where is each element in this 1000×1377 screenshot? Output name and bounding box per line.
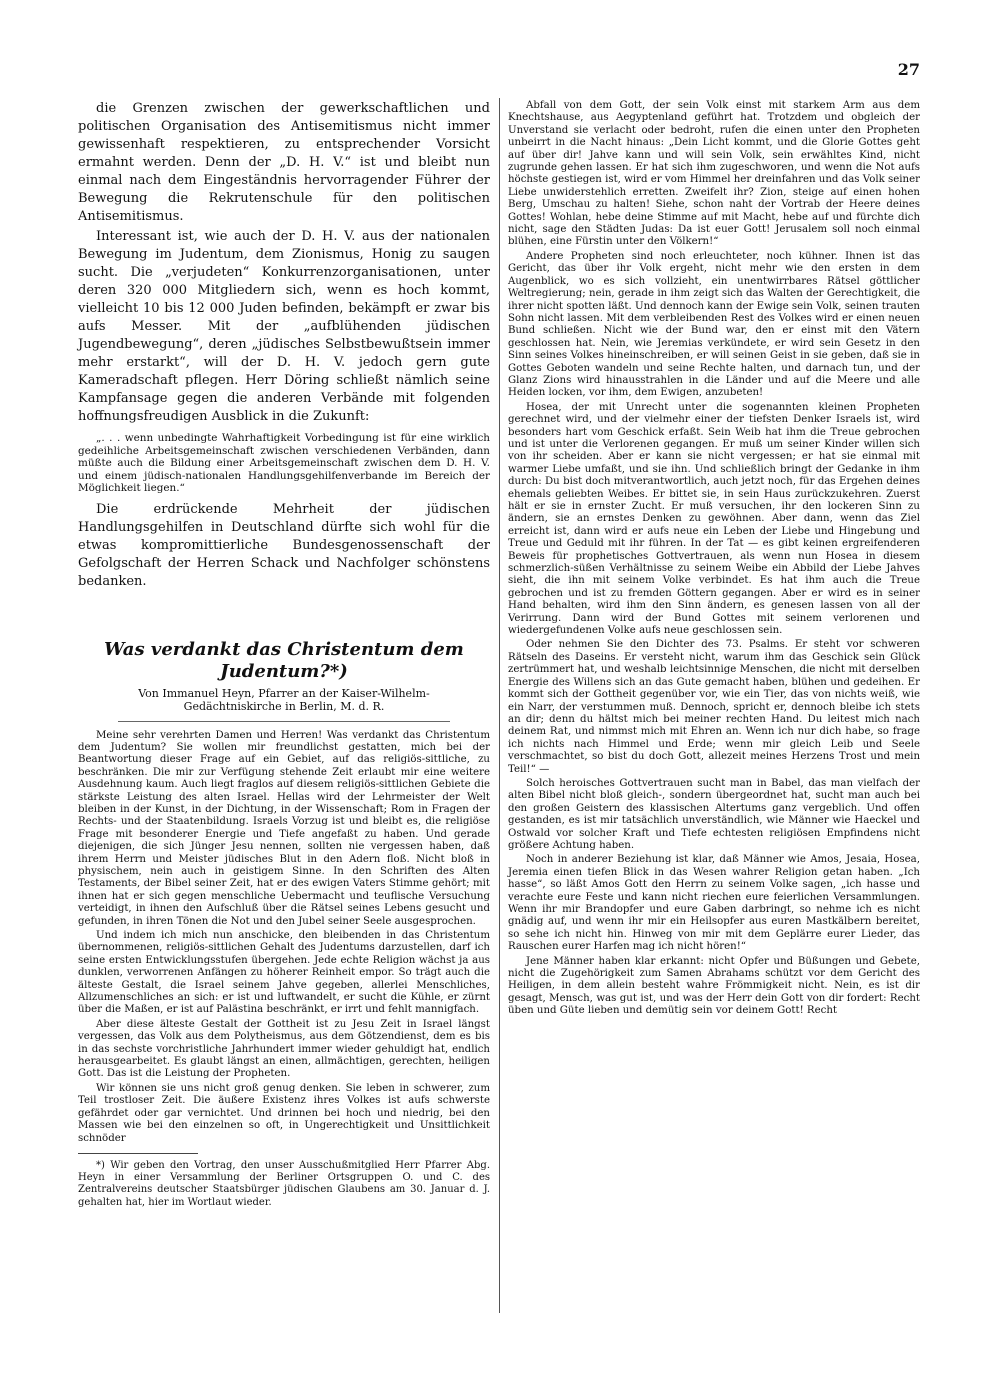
paragraph: Noch in anderer Beziehung ist klar, daß Männer wie Amos, Jesaia, Hosea, Jeremia einen tiefen Blick in das Wesen wahrer Religion getan haben. „Ich hasse“, so läßt Amos Gott den Herrn zu seinem Volke sagen, „ich hasse und verachte eure Feste und kann nicht riechen eure feierlichen Versammlungen. Wenn ihr mir Brandopfer und eure Gaben darbringt, so nehme ich es nicht gnädig auf, und wenn ihr mir ein Heilsopfer aus euren Mastkälbern bereitet, so sehe ich nicht hin. Hinweg von mir mit dem Geplärre eurer Lieder, das Rauschen eurer Harfen mag ich nicht hören!“ [508,854,920,953]
paragraph: Abfall von dem Gott, der sein Volk einst mit starkem Arm aus dem Knechtshause, aus Aegyptenland geführt hat. Trotzdem und obgleich der Unverstand sie verlacht oder bedroht, rufen die einen unter den Propheten unbeirrt in die Nacht hinaus: „Dein Licht kommt, und die Glorie Gottes geht auf über dir! Jahve kann und will sein Volk, sein erwähltes Kind, nicht zugrunde gehen lassen. Er hat sich ihm zugeschworen, und wenn die Not aufs höchste gestiegen ist, wird er vom Himmel her dreinfahren und das Volk seiner Liebe unwiderstehlich erretten. Zweifelt ihr? Zion, steige auf einen hohen Berg, Umschau zu halten! Siehe, schon naht der Vortrab der Heere deines Gottes! Wohlan, hebe deine Stimme auf mit Macht, hebe auf und fürchte dich nicht, sage den Städten Judas: Da ist euer Gott! Jerusalem soll noch einmal blühen, eine Fürstin unter den Völkern!“ [508,100,920,248]
paragraph: Jene Männer haben klar erkannt: nicht Opfer und Büßungen und Gebete, nicht die Zugehörigkeit zum Samen Abrahams schützt vor dem Gericht des Heiligen, in dem allein besteht wahre Frömmigkeit nicht. Nein, es ist dir gesagt, Mensch, was gut ist, und was der Herr dein Gott von dir fordert: Recht üben und Güte lieben und demütig sein vor deinem Gott! Recht [508,955,920,1017]
footnote-text: *) Wir geben den Vortrag, den unser Ausschußmitglied Herr Pfarrer Abg. Heyn in einer Versammlung der Berliner Ortsgruppen O. und C. des Zentralvereins deutscher Staatsbürger jüdischen Glaubens am 30. Januar d. J. gehalten hat, hier im Wortlaut wieder. [78,1159,490,1208]
paragraph: Andere Propheten sind noch erleuchteter, noch kühner. Ihnen ist das Gericht, das über ihr Volk ergeht, nicht mehr wie den ersten in dem Augenblick, wo es sich vollzieht, ein unentwirrbares Rätsel göttlicher Weltregierung; nein, gerade in ihm zeigt sich das Walten der Gerechtigkeit, die ihrer nicht spotten läßt. Und dennoch kann der Ewige sein Volk, seinen trauten Sohn nicht lassen. Mit dem verbleibenden Rest des Volkes wird er einen neuen Bund schließen. Nicht wie der Bund war, den er einst mit den Vätern geschlossen hat. Nein, wie Jeremias verkündete, er wird sein Gesetz in den Sinn seines Volkes hineinschreiben, er will seinen Geist in sie geben, daß sie in Gottes Geboten wandeln und seine Rechte halten, und darnach tun, und der Glanz Zions wird hinausstrahlen in die Länder und auf die Meere und alle Heiden locken, vor ihm, dem Ewigen, anzubeten! [508,250,920,399]
paragraph: Hosea, der mit Unrecht unter die sogenannten kleinen Propheten gerechnet wird, und der vielmehr einer der tiefsten Denker Israels ist, wird besonders hart vom Geschick erfaßt. Sein Weib hat ihm die Treue gebrochen und ist unter die Verlorenen gegangen. Er muß um seiner Kinder willen sich von ihr scheiden. Aber er kann sie nicht vergessen; er hat sie einmal mit warmer Liebe umfaßt, und sie ihn. Und schließlich bringt der Gedanke in ihm durch: Du bist doch mitverantwortlich, auch jetzt noch, für das Ergehen deines ehemals geliebten Weibes. Er bittet sie, in sein Haus zurückzukehren. Zuerst hält er sie in ernster Zucht. Er muß versuchen, ihr den lockeren Sinn zu ändern, sie an ernstes Denken zu gewöhnen. Aber dann, wenn das Ziel erreicht ist, dann wird er aufs neue ein Leben der Liebe und Hingebung und Treue und Geduld mit ihr führen. In der Tat — es gibt keinen ergreifenderen Beweis für prophetisches Gottvertrauen, als wenn nun Hosea in diesem schmerzlich-süßen Verhältnisse zu seinem Weibe ein Abbild der Liebe Jahves sieht, die ihn mit seinem Volke verbindet. Es hat ihm auch die Treue gebrochen und ist zu fremden Göttern gegangen. Aber er wird es in seiner Hand behalten, wird ihm den Sinn ändern, es genesen lassen von all der Verirrung. Dann wird der Bund Gottes mit seinem verlorenen und wiedergefundenen Volke aufs neue geschlossen sein. [508,401,920,637]
paragraph: Meine sehr verehrten Damen und Herren! Was verdankt das Christentum dem Judentum? Sie wollen mir freundlichst gestatten, mich bei der Beantwortung dieser Frage auf ein Gebiet, auf das religiös-sittliche, zu beschränken. Die mir zur Verfügung stehende Zeit erlaubt mir eine weitere Ausdehnung kaum. Auch liegt fraglos auf diesem religiös-sittlichen Gebiete die stärkste Leistung des alten Israel. Hellas wird der Lehrmeister der Welt bleiben in der Kunst, in der Dichtung, in der Wissenschaft; Rom in Fragen der Rechts- und der Staatenbildung. Israels Vorzug ist und bleibt es, die religiöse Frage mit besonderer Energie und Tiefe angefaßt zu haben. Und gerade diejenigen, die sich Jünger Jesu nennen, sollten nie vergessen haben, daß ihrem Herrn und Meister jüdisches Blut in den Adern floß. Nicht bloß in physischem, nein auch in geistigem Sinne. In den Schriften des Alten Testaments, der Bibel seiner Zeit, hat er des ewigen Vaters Stimme gehört; mit ihnen hat er sich gegen menschliche Uebermacht und teuflische Versuchung verteidigt, in ihnen den Aufschluß über die Rätsel seines Lebens gesucht und gefunden, in ihren Tönen die Not und den Jubel seiner Seele ausgesprochen. [78,729,490,927]
left-column [78,100,490,1211]
block-quote [78,432,490,495]
article-title: Was verdankt das Christentum dem Judentum?*) [104,638,464,682]
article-byline: Von Immanuel Heyn, Pfarrer an der Kaiser-Wilhelm-Gedächtniskirche in Berlin, M. d. R. [138,686,430,713]
paragraph: Aber diese älteste Gestalt der Gottheit ist zu Jesu Zeit in Israel längst vergessen, das Volk aus dem Polytheismus, aus dem Götzendienst, dem es bis in das sechste vorchristliche Jahrhundert immer wieder gehuldigt hat, endlich herausgearbeitet. Es glaubt längst an einen, allmächtigen, gerechten, heiligen Gott. Das ist die Leistung der Propheten. [78,1018,490,1080]
column-divider [499,98,500,1313]
article-body [78,730,490,1145]
closing-text [78,501,490,591]
byline-rule [118,721,450,722]
paragraph: Oder nehmen Sie den Dichter des 73. Psalms. Er steht vor schweren Rätseln des Daseins. Er versteht nicht, warum ihm das Geschick sein Glück zertrümmert hat, und weshalb leichtsinnige Menschen, die nicht mit derselben Energie des Willens sich an das Gute gemacht haben, blühen und gedeihen. Er kommt sich der Gottheit gegenüber vor, wie ein Tier, das von nichts weiß, wie ein Narr, der verstummen muß. Dennoch, spricht er, dennoch bleibe ich stets an dir; denn du hältst mich bei meiner rechten Hand. Du leitest mich nach deinem Rat, und nimmst mich mit Ehren an. Wenn ich nur dich habe, so frage ich nichts nach Himmel und Erde; wenn mir gleich Leib und Seele verschmachtet, so bist du doch Gott, allezeit meines Herzens Trost und mein Teil!“ — [508,639,920,775]
paragraph: Wir können sie uns nicht groß genug denken. Sie leben in schwerer, zum Teil trostloser Zeit. Die äußere Existenz ihres Volkes ist aufs schwerste gefährdet oder gar vernichtet. Und drinnen bei hoch und niedrig, bei den Massen wie bei den einzelnen so oft, in Ungerechtigkeit und Unsittlichkeit schnöder [78,1082,490,1144]
paragraph: Solch heroisches Gottvertrauen sucht man in Babel, das man vielfach der alten Bibel nicht bloß gleich-, sondern übergeordnet hat, sucht man auch bei den großen Geistern des klassischen Altertums ganz vergeblich. Und offen gestanden, es ist mir tatsächlich unverständlich, wie Männer wie Haeckel und Ostwald vor solcher Kraft und Tiefe echtesten religiösen Empfindens nicht größere Achtung haben. [508,777,920,851]
intro-text [78,100,490,426]
paragraph: Interessant ist, wie auch der D. H. V. aus der nationalen Bewegung im Judentum, dem Zionismus, Honig zu saugen sucht. Die „verjudeten“ Konkurrenzorganisationen, unter deren 320 000 Mitgliedern sich, wenn es hoch kommt, vielleicht 10 bis 12 000 Juden befinden, bekämpft er zwar bis aufs Messer. Mit der „aufblühenden jüdischen Jugendbewegung“, deren „jüdisches Selbstbewußtsein immer mehr erstarkt“, will der D. H. V. jedoch gern gute Kameradschaft pflegen. Herr Döring schließt nämlich seine Kampfansage gegen die anderen Verbände mit folgenden hoffnungsfreudigen Ausblick in die Zukunft: [78,229,490,424]
footnote [78,1160,490,1209]
footnote-rule [78,1153,198,1154]
right-column [508,100,920,1020]
paragraph: Und indem ich mich nun anschicke, den bleibenden in das Christentum übernommenen, religiös-sittlichen Gehalt des Judentums darzustellen, darf ich seine ersten Entwicklungsstufen übergehen. Jede echte Religion wächst ja aus dunklen, verworrenen Anfängen zu höherer Reinheit empor. So trägt auch die älteste Gestalt, die Israel seinem Jahve gegeben, allerlei Menschliches, Allzumenschliches an sich: er ist und luftwandelt, er sucht die Kühle, er zürnt über die Maßen, er ist auf Palästina beschränkt, er irrt und fehlt mannigfach. [78,930,490,1016]
quote-text: „. . . wenn unbedingte Wahrhaftigkeit Vorbedingung ist für eine wirklich gedeihliche Arbeitsgemeinschaft zwischen verschiedenen Verbänden, dann müßte auch die Bildung einer Arbeitsgemeinschaft zwischen dem D. H. V. und einem jüdisch-nationalen Handlungsgehilfenverbande im Bereich der Möglichkeit liegen.“ [78,432,490,494]
paragraph: die Grenzen zwischen der gewerkschaftlichen und politischen Organisation des Antisemitismus nicht immer gewissenhaft respektieren, zu entsprechender Vorsicht ermahnt werden. Denn der „D. H. V.“ ist und bleibt nun einmal nach dem Eingeständnis hervorragender Führer der Bewegung die Rekrutenschule für den politischen Antisemitismus. [78,101,490,224]
page-number: 27 [897,60,920,79]
paragraph: Die erdrückende Mehrheit der jüdischen Handlungsgehilfen in Deutschland dürfte sich wohl für die etwas kompromittierliche Bundesgenossenschaft der Gefolgschaft der Herren Schack und Nachfolger schönstens bedanken. [78,501,490,589]
